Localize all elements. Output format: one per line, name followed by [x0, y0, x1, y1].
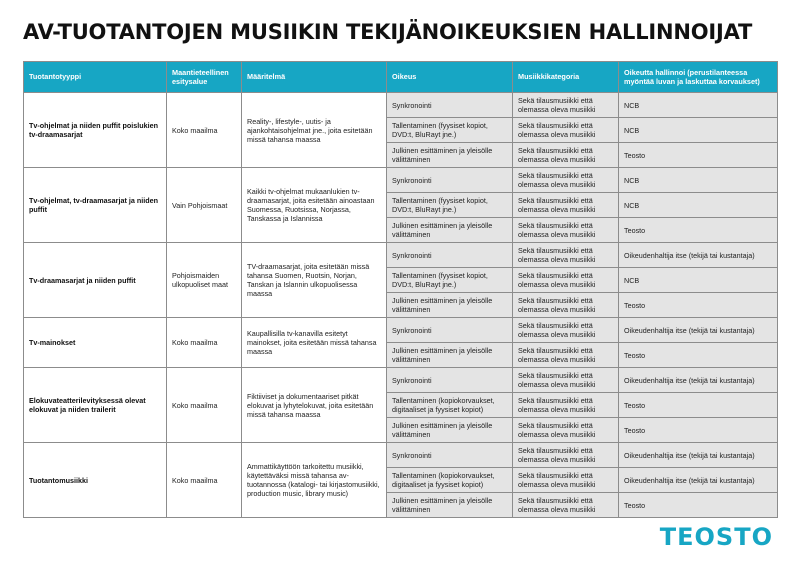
right-cell: Synkronointi [387, 243, 513, 268]
right-cell: Julkinen esittäminen ja yleisölle välittäminen [387, 143, 513, 168]
category-cell: Sekä tilausmusiikki että olemassa oleva musiikki [513, 193, 619, 218]
admin-cell: Oikeudenhaltija itse (tekijä tai kustantaja) [619, 243, 778, 268]
category-cell: Sekä tilausmusiikki että olemassa oleva musiikki [513, 443, 619, 468]
admin-cell: Teosto [619, 418, 778, 443]
area-cell: Koko maailma [167, 318, 242, 368]
admin-cell: Oikeudenhaltija itse (tekijä tai kustantaja) [619, 443, 778, 468]
production-type-cell: Elokuvateatterilevityksessä olevat elokuvat ja niiden trailerit [24, 368, 167, 443]
right-cell: Synkronointi [387, 443, 513, 468]
header-cell: Oikeutta hallinnoi (perustilanteessa myöntää luvan ja laskuttaa korvaukset) [619, 62, 778, 93]
admin-cell: Oikeudenhaltija itse (tekijä tai kustantaja) [619, 318, 778, 343]
production-type-cell: Tv-ohjelmat, tv-draamasarjat ja niiden puffit [24, 168, 167, 243]
category-cell: Sekä tilausmusiikki että olemassa oleva musiikki [513, 393, 619, 418]
right-cell: Synkronointi [387, 93, 513, 118]
page-title: AV-TUOTANTOJEN MUSIIKIN TEKIJÄNOIKEUKSIEN HALLINNOIJAT [23, 20, 753, 44]
area-cell: Pohjoismaiden ulkopuoliset maat [167, 243, 242, 318]
table-row [24, 368, 778, 393]
right-cell: Julkinen esittäminen ja yleisölle välittäminen [387, 343, 513, 368]
admin-cell: NCB [619, 268, 778, 293]
definition-cell: Kaikki tv-ohjelmat mukaanlukien tv-draamasarjat, joita esitetään ainoastaan Suomessa, Ruotsissa, Norjassa, Tanskassa ja Islannissa [242, 168, 387, 243]
right-cell: Tallentaminen (kopiokorvaukset, digitaaliset ja fyysiset kopiot) [387, 393, 513, 418]
header-cell: Tuotantotyyppi [24, 62, 167, 93]
area-cell: Koko maailma [167, 93, 242, 168]
header-cell: Musiikkikategoria [513, 62, 619, 93]
definition-cell: Ammattikäyttöön tarkoitettu musiikki, käytettäväksi missä tahansa av-tuotannossa (katalogi- tai kirjastomusiikki, production music, library music) [242, 443, 387, 518]
admin-cell: Oikeudenhaltija itse (tekijä tai kustantaja) [619, 468, 778, 493]
admin-cell: Oikeudenhaltija itse (tekijä tai kustantaja) [619, 368, 778, 393]
rights-table [23, 61, 778, 518]
category-cell: Sekä tilausmusiikki että olemassa oleva musiikki [513, 468, 619, 493]
category-cell: Sekä tilausmusiikki että olemassa oleva musiikki [513, 243, 619, 268]
table-row [24, 443, 778, 468]
category-cell: Sekä tilausmusiikki että olemassa oleva musiikki [513, 218, 619, 243]
admin-cell: NCB [619, 118, 778, 143]
right-cell: Tallentaminen (kopiokorvaukset, digitaaliset ja fyysiset kopiot) [387, 468, 513, 493]
area-cell: Vain Pohjoismaat [167, 168, 242, 243]
right-cell: Julkinen esittäminen ja yleisölle välittäminen [387, 493, 513, 518]
header-cell: Määritelmä [242, 62, 387, 93]
table-row [24, 318, 778, 343]
admin-cell: Teosto [619, 218, 778, 243]
category-cell: Sekä tilausmusiikki että olemassa oleva musiikki [513, 418, 619, 443]
teosto-logo: TEOSTO [659, 523, 773, 551]
admin-cell: Teosto [619, 143, 778, 168]
right-cell: Tallentaminen (fyysiset kopiot, DVD:t, BluRayt jne.) [387, 118, 513, 143]
right-cell: Julkinen esittäminen ja yleisölle välittäminen [387, 418, 513, 443]
definition-cell: Fiktiiviset ja dokumentaariset pitkät elokuvat ja lyhytelokuvat, joita esitetään missä tahansa maassa [242, 368, 387, 443]
category-cell: Sekä tilausmusiikki että olemassa oleva musiikki [513, 143, 619, 168]
category-cell: Sekä tilausmusiikki että olemassa oleva musiikki [513, 93, 619, 118]
production-type-cell: Tv-mainokset [24, 318, 167, 368]
header-row [24, 62, 778, 93]
table-row [24, 243, 778, 268]
production-type-cell: Tv-ohjelmat ja niiden puffit poislukien tv-draamasarjat [24, 93, 167, 168]
production-type-cell: Tuotantomusiikki [24, 443, 167, 518]
header-cell: Maantieteellinen esitysalue [167, 62, 242, 93]
area-cell: Koko maailma [167, 368, 242, 443]
admin-cell: Teosto [619, 293, 778, 318]
right-cell: Julkinen esittäminen ja yleisölle välittäminen [387, 218, 513, 243]
category-cell: Sekä tilausmusiikki että olemassa oleva musiikki [513, 118, 619, 143]
table-row [24, 93, 778, 118]
production-type-cell: Tv-draamasarjat ja niiden puffit [24, 243, 167, 318]
admin-cell: Teosto [619, 493, 778, 518]
header-cell: Oikeus [387, 62, 513, 93]
admin-cell: NCB [619, 193, 778, 218]
category-cell: Sekä tilausmusiikki että olemassa oleva musiikki [513, 168, 619, 193]
right-cell: Tallentaminen (fyysiset kopiot, DVD:t, BluRayt jne.) [387, 268, 513, 293]
category-cell: Sekä tilausmusiikki että olemassa oleva musiikki [513, 318, 619, 343]
category-cell: Sekä tilausmusiikki että olemassa oleva musiikki [513, 368, 619, 393]
category-cell: Sekä tilausmusiikki että olemassa oleva musiikki [513, 343, 619, 368]
table-body [24, 93, 778, 518]
right-cell: Tallentaminen (fyysiset kopiot, DVD:t, BluRayt jne.) [387, 193, 513, 218]
admin-cell: NCB [619, 93, 778, 118]
category-cell: Sekä tilausmusiikki että olemassa oleva musiikki [513, 493, 619, 518]
category-cell: Sekä tilausmusiikki että olemassa oleva musiikki [513, 293, 619, 318]
definition-cell: Kaupallisilla tv-kanavilla esitetyt mainokset, joita esitetään missä tahansa maassa [242, 318, 387, 368]
table-row [24, 168, 778, 193]
right-cell: Synkronointi [387, 368, 513, 393]
right-cell: Synkronointi [387, 168, 513, 193]
category-cell: Sekä tilausmusiikki että olemassa oleva musiikki [513, 268, 619, 293]
area-cell: Koko maailma [167, 443, 242, 518]
admin-cell: Teosto [619, 343, 778, 368]
definition-cell: Reality-, lifestyle-, uutis- ja ajankohtaisohjelmat jne., joita esitetään missä tahansa maassa [242, 93, 387, 168]
admin-cell: Teosto [619, 393, 778, 418]
admin-cell: NCB [619, 168, 778, 193]
right-cell: Synkronointi [387, 318, 513, 343]
definition-cell: TV-draamasarjat, joita esitetään missä tahansa Suomen, Ruotsin, Norjan, Tanskan ja Islannin ulkopuolisessa maassa [242, 243, 387, 318]
right-cell: Julkinen esittäminen ja yleisölle välittäminen [387, 293, 513, 318]
